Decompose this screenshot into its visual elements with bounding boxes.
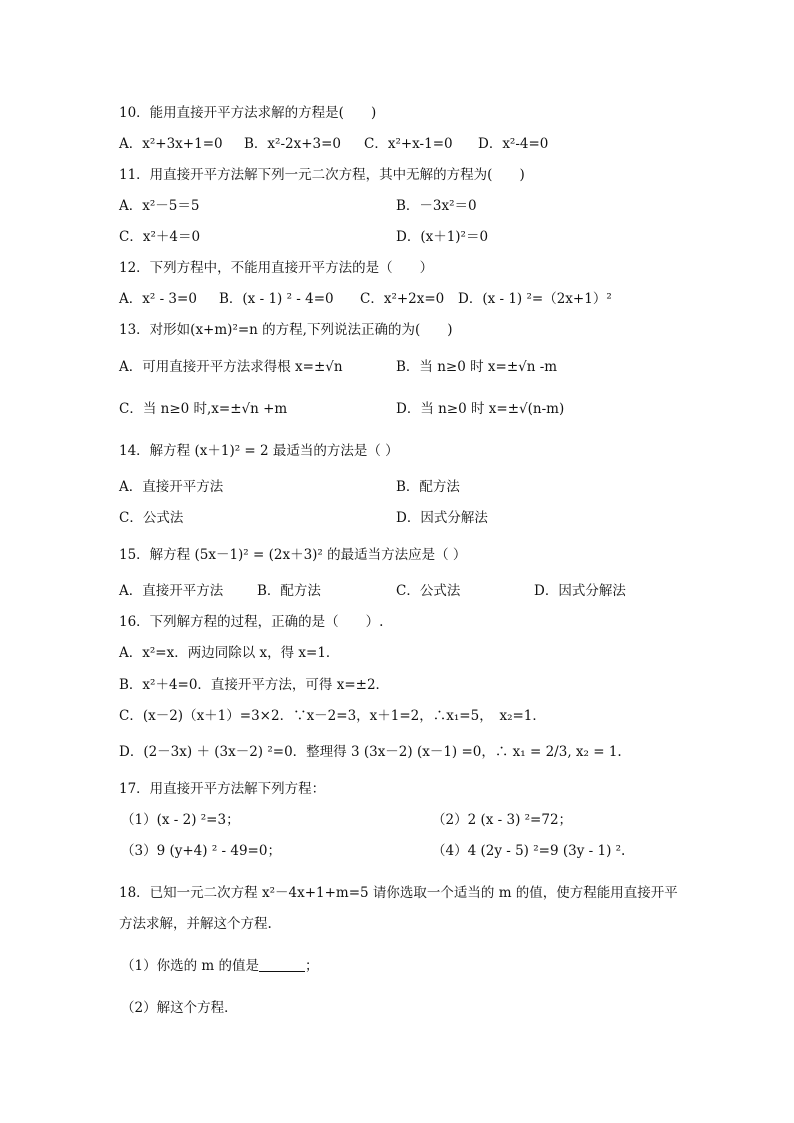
question-17-part-1: （1）(x - 2) ²=3； <box>121 812 240 828</box>
question-16-option-d: D．(2－3x) ＋ (3x－2) ²=0．整理得 3 (3x－2) (x－1) =0，∴ x₁ = 2/3, x₂ = 1. <box>119 744 622 760</box>
question-17-part-2: （2）2 (x - 3) ²=72； <box>432 812 573 828</box>
question-12-stem: 12．下列方程中，不能用直接开平方法的是（ ） <box>119 260 434 276</box>
question-14-option-a: A．直接开平方法 <box>119 479 224 495</box>
question-11-option-d: D．(x＋1)²＝0 <box>396 229 489 245</box>
question-18-part-1-text: （1）你选的 m 的值是 <box>121 958 259 974</box>
question-15-stem: 15．解方程 (5x－1)² = (2x＋3)² 的最适当方法应是（ ） <box>119 547 467 563</box>
question-13-option-a: A．可用直接开平方法求得根 x=±√n <box>119 359 343 375</box>
question-12-option-a: A．x² - 3=0 <box>119 291 197 307</box>
question-12-option-c: C．x²+2x=0 <box>360 291 445 307</box>
question-10-option-c: C．x²+x-1=0 <box>364 136 453 152</box>
question-17-stem: 17．用直接开平方法解下列方程： <box>119 781 326 797</box>
question-11-option-a: A．x²－5＝5 <box>119 198 200 214</box>
question-11-option-b: B．－3x²＝0 <box>396 198 477 214</box>
question-12-option-b: B．(x - 1) ² - 4=0 <box>219 291 334 307</box>
question-14-stem: 14．解方程 (x＋1)² = 2 最适当的方法是（ ） <box>119 443 399 459</box>
question-10-option-a: A．x²+3x+1=0 <box>119 136 223 152</box>
question-16-option-a: A．x²=x．两边同除以 x，得 x=1． <box>119 645 340 661</box>
question-16-stem: 16．下列解方程的过程，正确的是（ ）. <box>119 614 384 630</box>
question-18-stem-line-2: 方法求解，并解这个方程. <box>119 916 272 932</box>
question-11-stem: 11．用直接开平方法解下列一元二次方程，其中无解的方程为( ) <box>119 167 525 183</box>
question-13-option-b: B．当 n≥0 时 x=±√n -m <box>396 359 558 375</box>
question-13-option-c: C．当 n≥0 时,x=±√n +m <box>119 401 288 417</box>
question-14-option-b: B．配方法 <box>396 479 460 495</box>
question-11-option-c: C．x²＋4＝0 <box>119 229 201 245</box>
question-13-stem: 13．对形如(x+m)²=n 的方程,下列说法正确的为( ) <box>119 322 453 338</box>
question-12-option-d: D．(x - 1) ²=（2x+1）² <box>458 291 612 307</box>
question-18-part-2: （2）解这个方程． <box>121 1000 238 1016</box>
question-17-part-3: （3）9 (y+4) ² - 49=0； <box>121 843 281 859</box>
question-10-option-b: B．x²-2x+3=0 <box>244 136 342 152</box>
question-10-option-d: D．x²-4=0 <box>478 136 549 152</box>
question-13-option-d: D．当 n≥0 时 x=±√(n-m) <box>396 401 565 417</box>
question-15-option-c: C．公式法 <box>396 583 461 599</box>
answer-blank[interactable] <box>259 958 305 972</box>
question-18-part-1 <box>121 957 318 975</box>
question-14-option-d: D．因式分解法 <box>396 510 488 526</box>
question-16-option-b: B．x²＋4=0．直接开平方法，可得 x=±2． <box>119 677 390 693</box>
question-10-stem: 10．能用直接开平方法求解的方程是( ) <box>119 105 377 121</box>
question-15-option-d: D．因式分解法 <box>534 583 626 599</box>
question-15-option-a: A．直接开平方法 <box>119 583 224 599</box>
question-16-option-c: C．(x－2)（x＋1）=3×2．∵x－2=3，x＋1=2，∴x₁=5， x₂=1． <box>119 708 546 724</box>
question-17-part-4: （4）4 (2y - 5) ²=9 (3y - 1) ². <box>432 843 626 859</box>
question-18-part-1-end: ； <box>304 958 319 974</box>
question-15-option-b: B．配方法 <box>257 583 321 599</box>
question-14-option-c: C．公式法 <box>119 510 184 526</box>
question-18-stem-line-1: 18．已知一元二次方程 x²－4x+1+m=5 请你选取一个适当的 m 的值，使方程能用直接开平 <box>119 885 678 901</box>
